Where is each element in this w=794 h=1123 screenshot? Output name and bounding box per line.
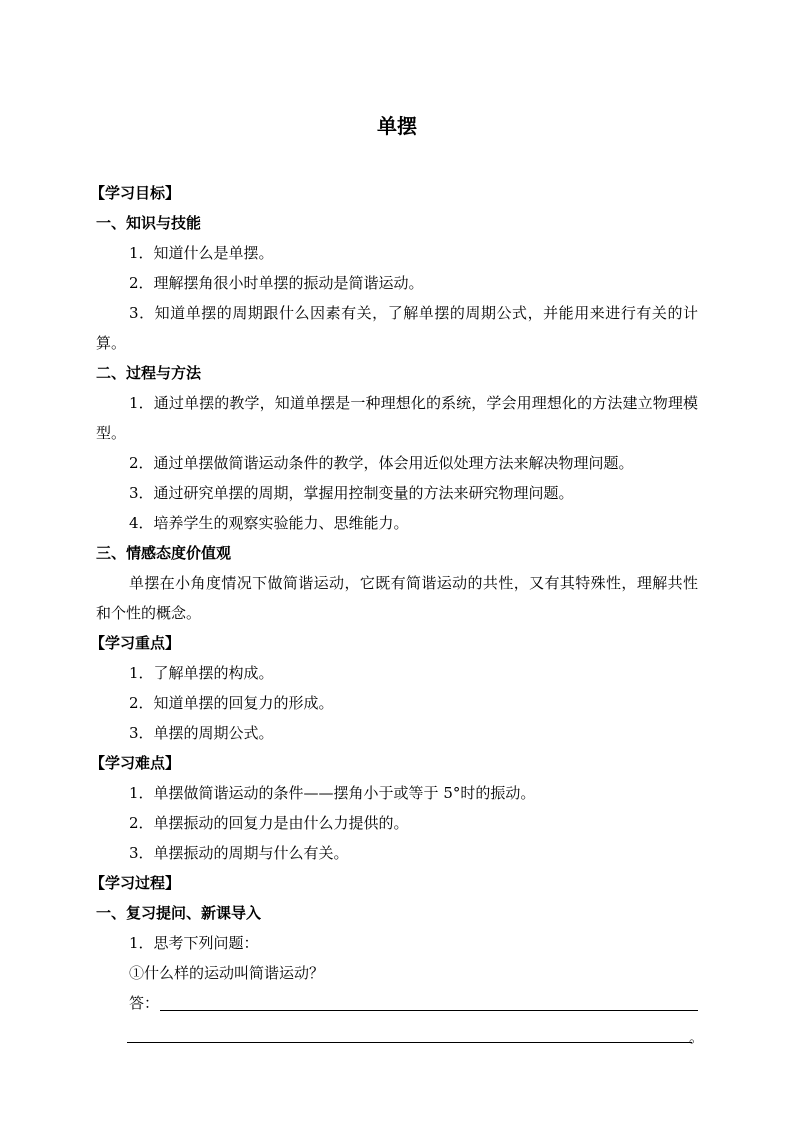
answer-line-1[interactable] (96, 988, 698, 1018)
review-heading: 一、复习提问、新课导入 (96, 904, 262, 922)
process-item: 4．培养学生的观察实验能力、思维能力。 (129, 514, 409, 532)
answer-end-mark: 。 (688, 1028, 704, 1046)
knowledge-heading: 一、知识与技能 (96, 214, 202, 232)
page-title: 单摆 (377, 114, 417, 138)
difficulty-item: 1．单摆做简谐运动的条件——摆角小于或等于 5°时的振动。 (129, 784, 536, 802)
answer-line-2[interactable] (96, 1018, 704, 1048)
review-item: 1．思考下列问题： (129, 934, 259, 952)
key-point-item: 1．了解单摆的构成。 (129, 664, 274, 682)
difficulty-item: 3．单摆振动的周期与什么有关。 (129, 844, 349, 862)
emotion-heading: 三、情感态度价值观 (96, 544, 232, 562)
knowledge-item: 2．理解摆角很小时单摆的振动是简谐运动。 (129, 274, 424, 292)
key-point-item: 3．单摆的周期公式。 (129, 724, 274, 742)
difficulty-item: 2．单摆振动的回复力是由什么力提供的。 (129, 814, 409, 832)
emotion-paragraph: 单摆在小角度情况下做简谐运动，它既有简谐运动的共性，又有其特殊性，理解共性和个性的概念。 (96, 574, 698, 622)
answer-underline (160, 1010, 698, 1011)
knowledge-item: 3．知道单摆的周期跟什么因素有关，了解单摆的周期公式，并能用来进行有关的计算。 (96, 304, 698, 352)
goals-header: 【学习目标】 (90, 184, 181, 202)
document-body (90, 178, 704, 1048)
difficulties-header: 【学习难点】 (90, 754, 181, 772)
review-question: ①什么样的运动叫简谐运动？ (129, 964, 325, 982)
knowledge-item: 1．知道什么是单摆。 (129, 244, 274, 262)
process-item: 2．通过单摆做简谐运动条件的教学，体会用近似处理方法来解决物理问题。 (129, 454, 634, 472)
learning-process-header: 【学习过程】 (90, 874, 181, 892)
process-item: 1．通过单摆的教学，知道单摆是一种理想化的系统，学会用理想化的方法建立物理模型。 (96, 394, 698, 442)
process-item: 3．通过研究单摆的周期，掌握用控制变量的方法来研究物理问题。 (129, 484, 574, 502)
process-heading: 二、过程与方法 (96, 364, 202, 382)
answer-underline (127, 1042, 692, 1043)
key-point-item: 2．知道单摆的回复力的形成。 (129, 694, 334, 712)
answer-label: 答： (129, 994, 160, 1012)
key-points-header: 【学习重点】 (90, 634, 181, 652)
